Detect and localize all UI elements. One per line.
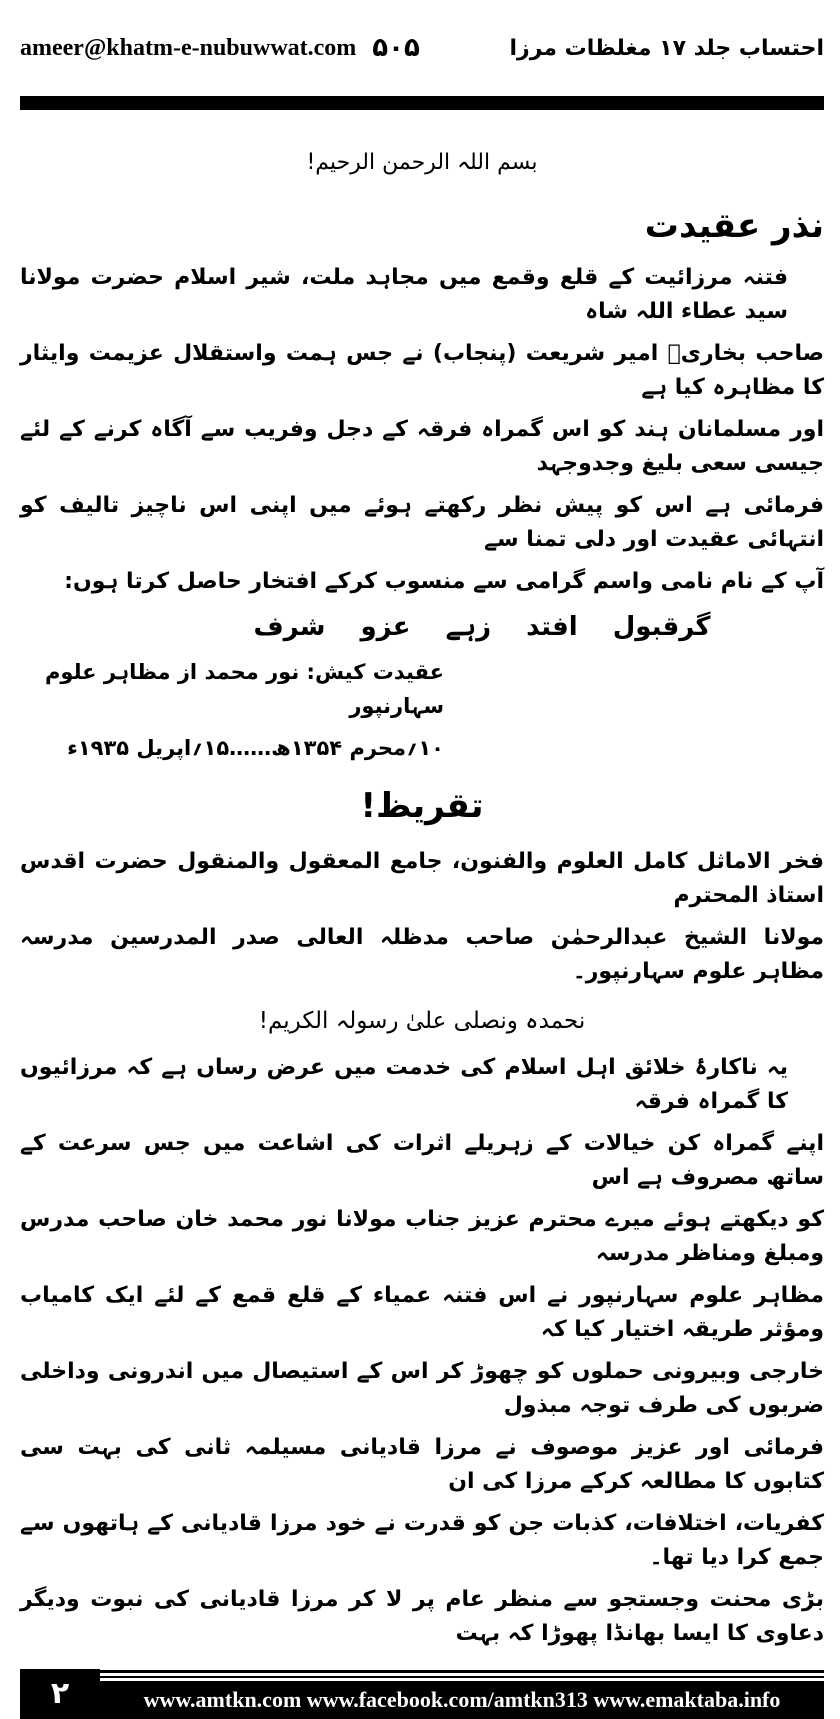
taqreez-body-line: خارجی وبیرونی حملوں کو چھوڑ کر اس کے استیصال میں اندرونی وداخلی ضربوں کی طرف توجہ مبذول: [20, 1359, 824, 1418]
taqreez-intro-line: مولانا الشیخ عبدالرحمٰن صاحب مدظلہ العالی صدر المدرسین مدرسہ مظاہر علوم سہارنپور۔: [20, 925, 824, 984]
bismillah: بسم اللہ الرحمن الرحیم!: [306, 150, 538, 175]
footer-rule: [100, 1670, 824, 1673]
dedication-line: اور مسلمانان ہند کو اس گمراہ فرقہ کے دجل وفریب سے آگاہ کرنے کے لئے جیسی سعی بلیغ وجدوجہد: [20, 417, 824, 476]
taqreez-body-line: یہ ناکارۂ خلائق اہل اسلام کی خدمت میں عرض رساں ہے کہ مرزائیوں کا گمراہ فرقہ: [20, 1055, 788, 1114]
header-divider: [20, 96, 824, 110]
header-left: [20, 33, 420, 63]
salutation: نحمدہ ونصلی علیٰ رسولہ الکریم!: [258, 1008, 586, 1034]
footer-right: [100, 1669, 824, 1719]
taqreez-body-line: اپنے گمراہ کن خیالات کے زہریلے اثرات کی اشاعت میں جس سرعت کے ساتھ مصروف ہے اس: [20, 1131, 824, 1190]
taqreez-heading: تقریظ!: [360, 786, 484, 826]
taqreez-body-line: فرمائی اور عزیز موصوف نے مرزا قادیانی مسیلمہ ثانی کی بہت سی کتابوں کا مطالعہ کرکے مرزا کی ان: [20, 1435, 824, 1494]
dedication-line: فتنہ مرزائیت کے قلع وقمع میں مجاہد ملت، شیر اسلام حضرت مولانا سید عطاء اللہ شاہ: [20, 265, 788, 324]
dedication-line: صاحب بخاریؒ امیر شریعت (پنجاب) نے جس ہمت واستقلال عزیمت وایثار کا مظاہرہ کیا ہے: [20, 341, 824, 400]
dedication-line: فرمائی ہے اس کو پیش نظر رکھتے ہوئے میں اپنی اس ناچیز تالیف کو انتہائی عقیدت اور دلی تمنا سے: [20, 493, 824, 552]
taqreez-body-line: مظاہر علوم سہارنپور نے اس فتنہ عمیاء کے قلع قمع کے لئے ایک کامیاب ومؤثر طریقہ اختیار کیا کہ: [20, 1283, 824, 1342]
taqreez-body-line: کفریات، اختلافات، کذبات جن کو قدرت نے خود مرزا قادیانی کے ہاتھوں سے جمع کرا دیا تھا۔: [20, 1511, 824, 1570]
content: [20, 110, 824, 1659]
header: [20, 0, 824, 96]
taqreez-body-line: کو دیکھتے ہوئے میرے محترم عزیز جناب مولانا نور محمد خان صاحب مدرس ومبلغ ومناظر مدرسہ: [20, 1207, 824, 1266]
footer-links: www.amtkn.com www.facebook.com/amtkn313 www.emaktaba.info: [100, 1681, 824, 1719]
footer: [20, 1669, 824, 1719]
footer-page-number: ۲: [20, 1669, 100, 1719]
header-page-number: ۵۰۵: [372, 33, 420, 63]
header-email: ameer@khatm-e-nubuwwat.com: [20, 34, 357, 61]
taqreez-intro-line: فخر الاماثل کامل العلوم والفنون، جامع المعقول والمنقول حضرت اقدس استاذ المحترم: [20, 849, 824, 908]
header-book-title: احتساب جلد ۱۷ مغلظات مرزا: [509, 35, 824, 61]
dedication-signature: عقیدت کیش: نور محمد از مظاہر علوم سہارنپور: [45, 660, 444, 718]
dedication-verse: گرقبول افتد زہے عزو شرف: [253, 612, 711, 642]
taqreez-body-line: بڑی محنت وجستجو سے منظر عام پر لا کر مرزا قادیانی کی نبوت ودیگر دعاوی کا ایسا بھانڈا پھوڑا کہ بہت: [20, 1587, 824, 1646]
dedication-date: ۱۰؍محرم ۱۳۵۴ھ……۱۵؍اپریل ۱۹۳۵ء: [67, 736, 444, 760]
footer-rule: [100, 1676, 824, 1678]
dedication-line: آپ کے نام نامی واسم گرامی سے منسوب کرکے افتخار حاصل کرتا ہوں:: [64, 569, 824, 594]
dedication-heading: نذر عقیدت: [644, 206, 824, 246]
